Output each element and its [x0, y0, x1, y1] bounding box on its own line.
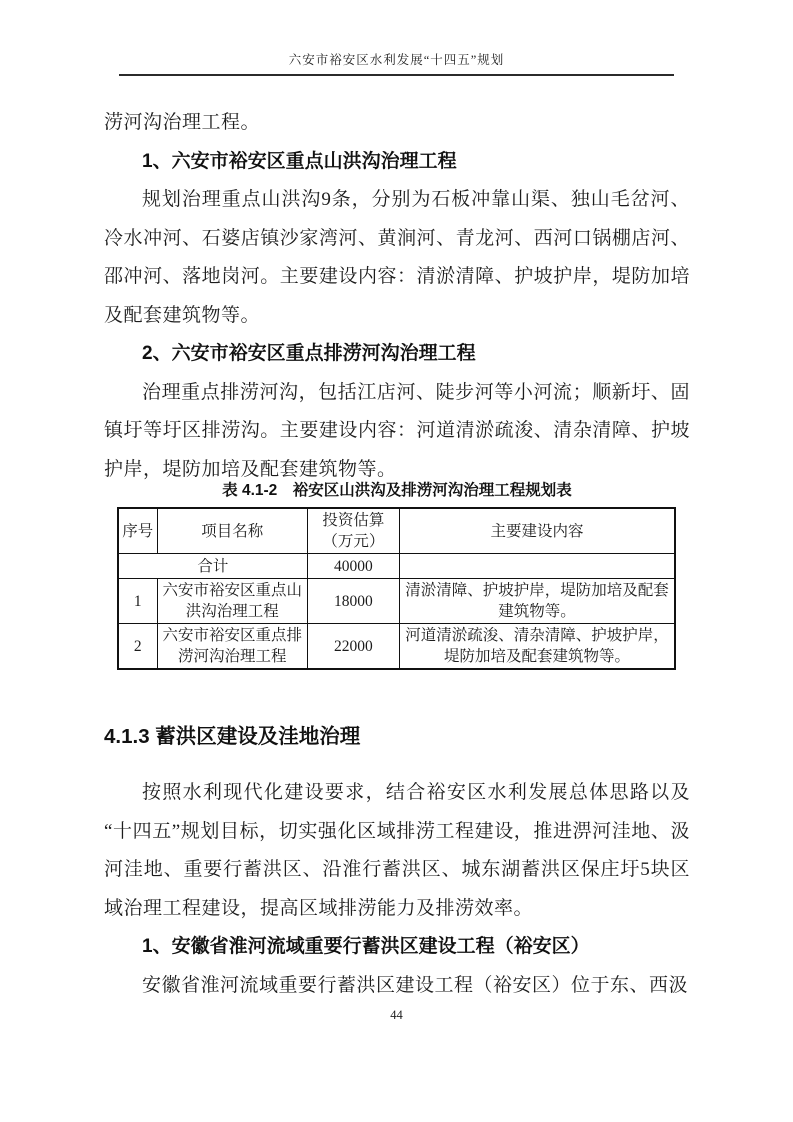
heading-1-shanhonggou: 1、六安市裕安区重点山洪沟治理工程 [142, 150, 457, 172]
total-investment-cell: 40000 [307, 554, 399, 579]
paragraph-shanhonggou: 规划治理重点山洪沟9条，分别为石板冲靠山渠、独山毛岔河、冷水冲河、石婆店镇沙家湾河、黄涧河、青龙河、西河口锅棚店河、邵冲河、落地岗河。主要建设内容：清淤清障、护坡护岸，堤防加培及配套建筑物等。 [104, 189, 690, 326]
table-row [118, 624, 675, 670]
row-name-cell: 六安市裕安区重点排涝河沟治理工程 [157, 624, 307, 670]
header-rule [119, 74, 674, 76]
heading-1-huaihe: 1、安徽省淮河流域重要行蓄洪区建设工程（裕安区） [142, 936, 590, 957]
row-content-cell: 河道清淤疏浚、清杂清障、护坡护岸，堤防加培及配套建筑物等。 [399, 624, 675, 670]
table-total-row [118, 554, 675, 579]
total-label-cell: 合计 [118, 554, 307, 579]
table-row [118, 579, 675, 624]
row-no-cell: 2 [118, 624, 157, 670]
paragraph-xuhongqu: 按照水利现代化建设要求，结合裕安区水利发展总体思路以及“十四五”规划目标，切实强化区域排涝工程建设，推进淠河洼地、汲河洼地、重要行蓄洪区、沿淮行蓄洪区、城东湖蓄洪区保庄圩5块区域治理工程建设，提高区域排涝能力及排涝效率。 [104, 782, 690, 919]
table-header-no: 序号 [118, 508, 157, 554]
row-no-cell: 1 [118, 579, 157, 624]
row-content-cell: 清淤清障、护坡护岸，堤防加培及配套建筑物等。 [399, 579, 675, 624]
planning-table [117, 507, 676, 670]
page-content [104, 104, 690, 1005]
table-header-row [118, 508, 675, 554]
table-caption: 表 4.1-2 裕安区山洪沟及排涝河沟治理工程规划表 [222, 482, 572, 499]
table-header-name: 项目名称 [157, 508, 307, 554]
total-content-cell [399, 554, 675, 579]
paragraph-huaihe: 安徽省淮河流域重要行蓄洪区建设工程（裕安区）位于东、西汲 [142, 974, 689, 996]
heading-2-pailao: 2、六安市裕安区重点排涝河沟治理工程 [142, 343, 476, 364]
table-header-content: 主要建设内容 [399, 508, 675, 554]
paragraph-pailao: 治理重点排涝河沟，包括江店河、陡步河等小河流；顺新圩、固镇圩等圩区排涝沟。主要建设内容：河道清淤疏浚、清杂清障、护坡护岸，堤防加培及配套建筑物等。 [104, 381, 690, 480]
section-heading-413: 4.1.3 蓄洪区建设及洼地治理 [104, 725, 361, 748]
table-header-investment: 投资估算（万元） [307, 508, 399, 554]
row-name-cell: 六安市裕安区重点山洪沟治理工程 [157, 579, 307, 624]
page-number: 44 [390, 1008, 403, 1022]
running-header-title: 六安市裕安区水利发展“十四五”规划 [288, 53, 505, 67]
row-investment-cell: 22000 [307, 624, 399, 670]
row-investment-cell: 18000 [307, 579, 399, 624]
paragraph-continued: 涝河沟治理工程。 [104, 112, 261, 133]
